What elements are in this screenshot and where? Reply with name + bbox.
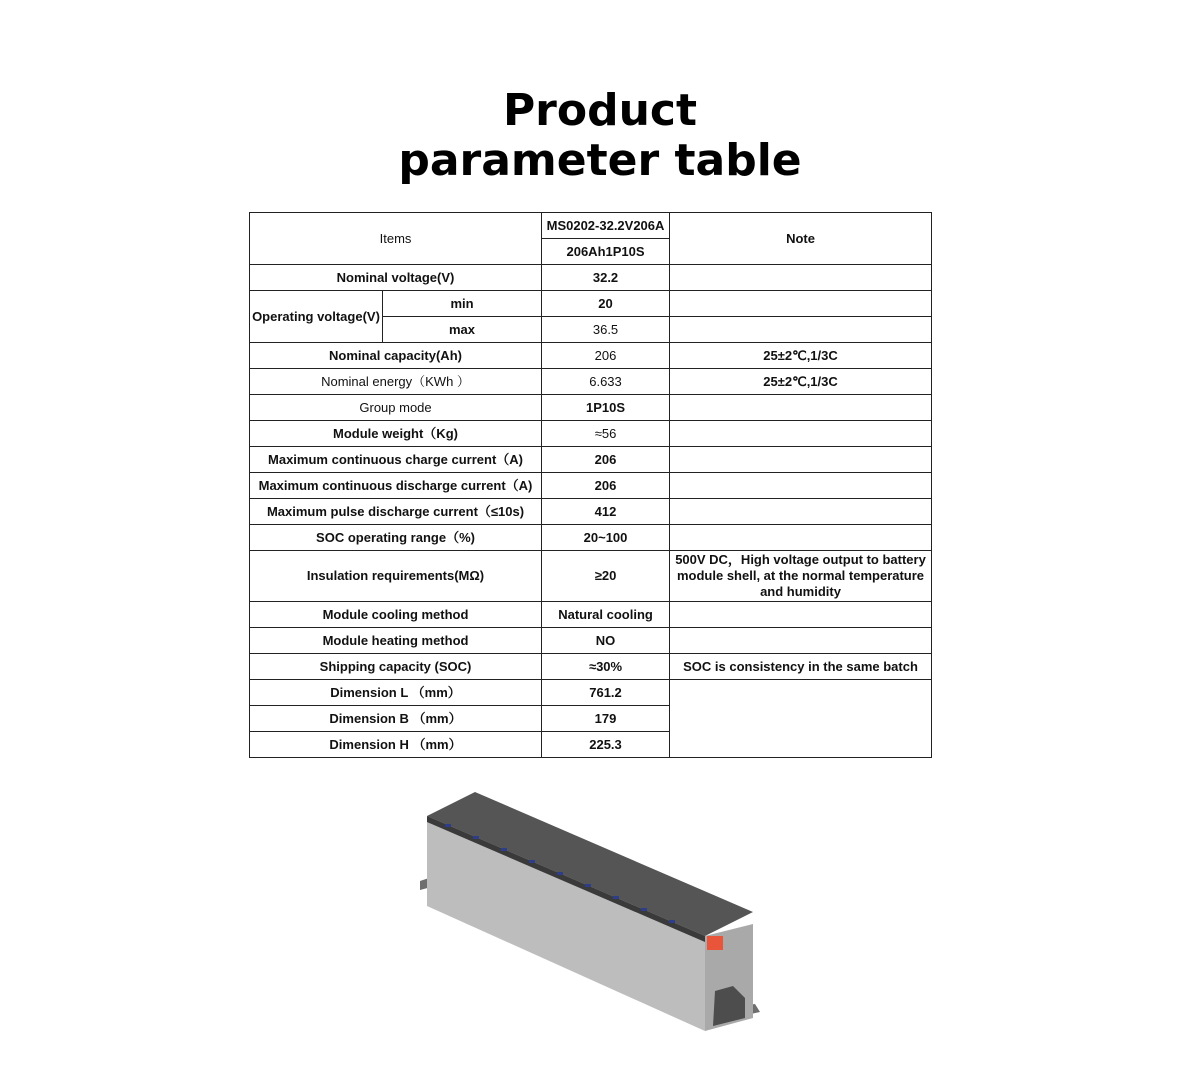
table-row — [250, 680, 932, 706]
row-label: Module weight（Kg) — [250, 421, 542, 447]
table-row — [250, 291, 932, 317]
row-note — [670, 291, 932, 317]
row-value: ≈56 — [542, 421, 670, 447]
row-label: Dimension H （mm） — [250, 732, 542, 758]
row-sublabel: min — [383, 291, 542, 317]
row-label: Module cooling method — [250, 602, 542, 628]
terminal-connector — [707, 936, 723, 950]
row-label: Nominal capacity(Ah) — [250, 343, 542, 369]
row-value: 225.3 — [542, 732, 670, 758]
table-row — [250, 395, 932, 421]
row-value: 32.2 — [542, 265, 670, 291]
row-note — [670, 265, 932, 291]
row-note — [670, 525, 932, 551]
header-model: MS0202-32.2V206A — [542, 213, 670, 239]
page-title — [0, 86, 1200, 186]
row-label: Dimension B （mm） — [250, 706, 542, 732]
row-value: Natural cooling — [542, 602, 670, 628]
row-label: Nominal voltage(V) — [250, 265, 542, 291]
row-note: SOC is consistency in the same batch — [670, 654, 932, 680]
table-row — [250, 525, 932, 551]
battery-module-image — [415, 786, 760, 1036]
row-value: 20~100 — [542, 525, 670, 551]
row-label: Dimension L （mm） — [250, 680, 542, 706]
row-note — [670, 395, 932, 421]
parameter-table — [249, 212, 932, 758]
row-label: Operating voltage(V) — [250, 291, 383, 343]
table-row — [250, 602, 932, 628]
row-note — [670, 680, 932, 758]
row-value: 20 — [542, 291, 670, 317]
table-row — [250, 499, 932, 525]
header-note: Note — [670, 213, 932, 265]
page-title-line-2: parameter table — [398, 135, 802, 186]
row-label: Shipping capacity (SOC) — [250, 654, 542, 680]
table-row — [250, 654, 932, 680]
row-label: SOC operating range（%) — [250, 525, 542, 551]
row-value: ≥20 — [542, 551, 670, 602]
table-row — [250, 343, 932, 369]
row-note: 25±2℃,1/3C — [670, 369, 932, 395]
row-note — [670, 317, 932, 343]
row-value: 206 — [542, 447, 670, 473]
row-label: Maximum continuous discharge current（A) — [250, 473, 542, 499]
row-value: 761.2 — [542, 680, 670, 706]
row-note — [670, 421, 932, 447]
row-note — [670, 602, 932, 628]
page-title-line-1: Product — [502, 85, 698, 136]
row-label: Insulation requirements(MΩ) — [250, 551, 542, 602]
table-row — [250, 265, 932, 291]
row-label: Module heating method — [250, 628, 542, 654]
row-note — [670, 499, 932, 525]
row-note — [670, 473, 932, 499]
table-row — [250, 628, 932, 654]
row-value: 412 — [542, 499, 670, 525]
row-note: 25±2℃,1/3C — [670, 343, 932, 369]
row-label: Group mode — [250, 395, 542, 421]
row-value: 179 — [542, 706, 670, 732]
table-row — [250, 421, 932, 447]
header-config: 206Ah1P10S — [542, 239, 670, 265]
row-value: 1P10S — [542, 395, 670, 421]
table-row — [250, 473, 932, 499]
row-sublabel: max — [383, 317, 542, 343]
row-value: 206 — [542, 343, 670, 369]
row-value: 6.633 — [542, 369, 670, 395]
header-items: Items — [250, 213, 542, 265]
row-value: 36.5 — [542, 317, 670, 343]
row-value: 206 — [542, 473, 670, 499]
table-row — [250, 213, 932, 239]
table-row — [250, 551, 932, 602]
row-label: Maximum pulse discharge current（≤10s) — [250, 499, 542, 525]
row-note — [670, 628, 932, 654]
table-row — [250, 369, 932, 395]
row-value: ≈30% — [542, 654, 670, 680]
table-row — [250, 447, 932, 473]
row-note: 500V DC，High voltage output to battery module shell, at the normal temperature and humidity — [670, 551, 932, 602]
row-note — [670, 447, 932, 473]
row-label: Nominal energy（KWh ） — [250, 369, 542, 395]
row-label: Maximum continuous charge current（A) — [250, 447, 542, 473]
row-value: NO — [542, 628, 670, 654]
